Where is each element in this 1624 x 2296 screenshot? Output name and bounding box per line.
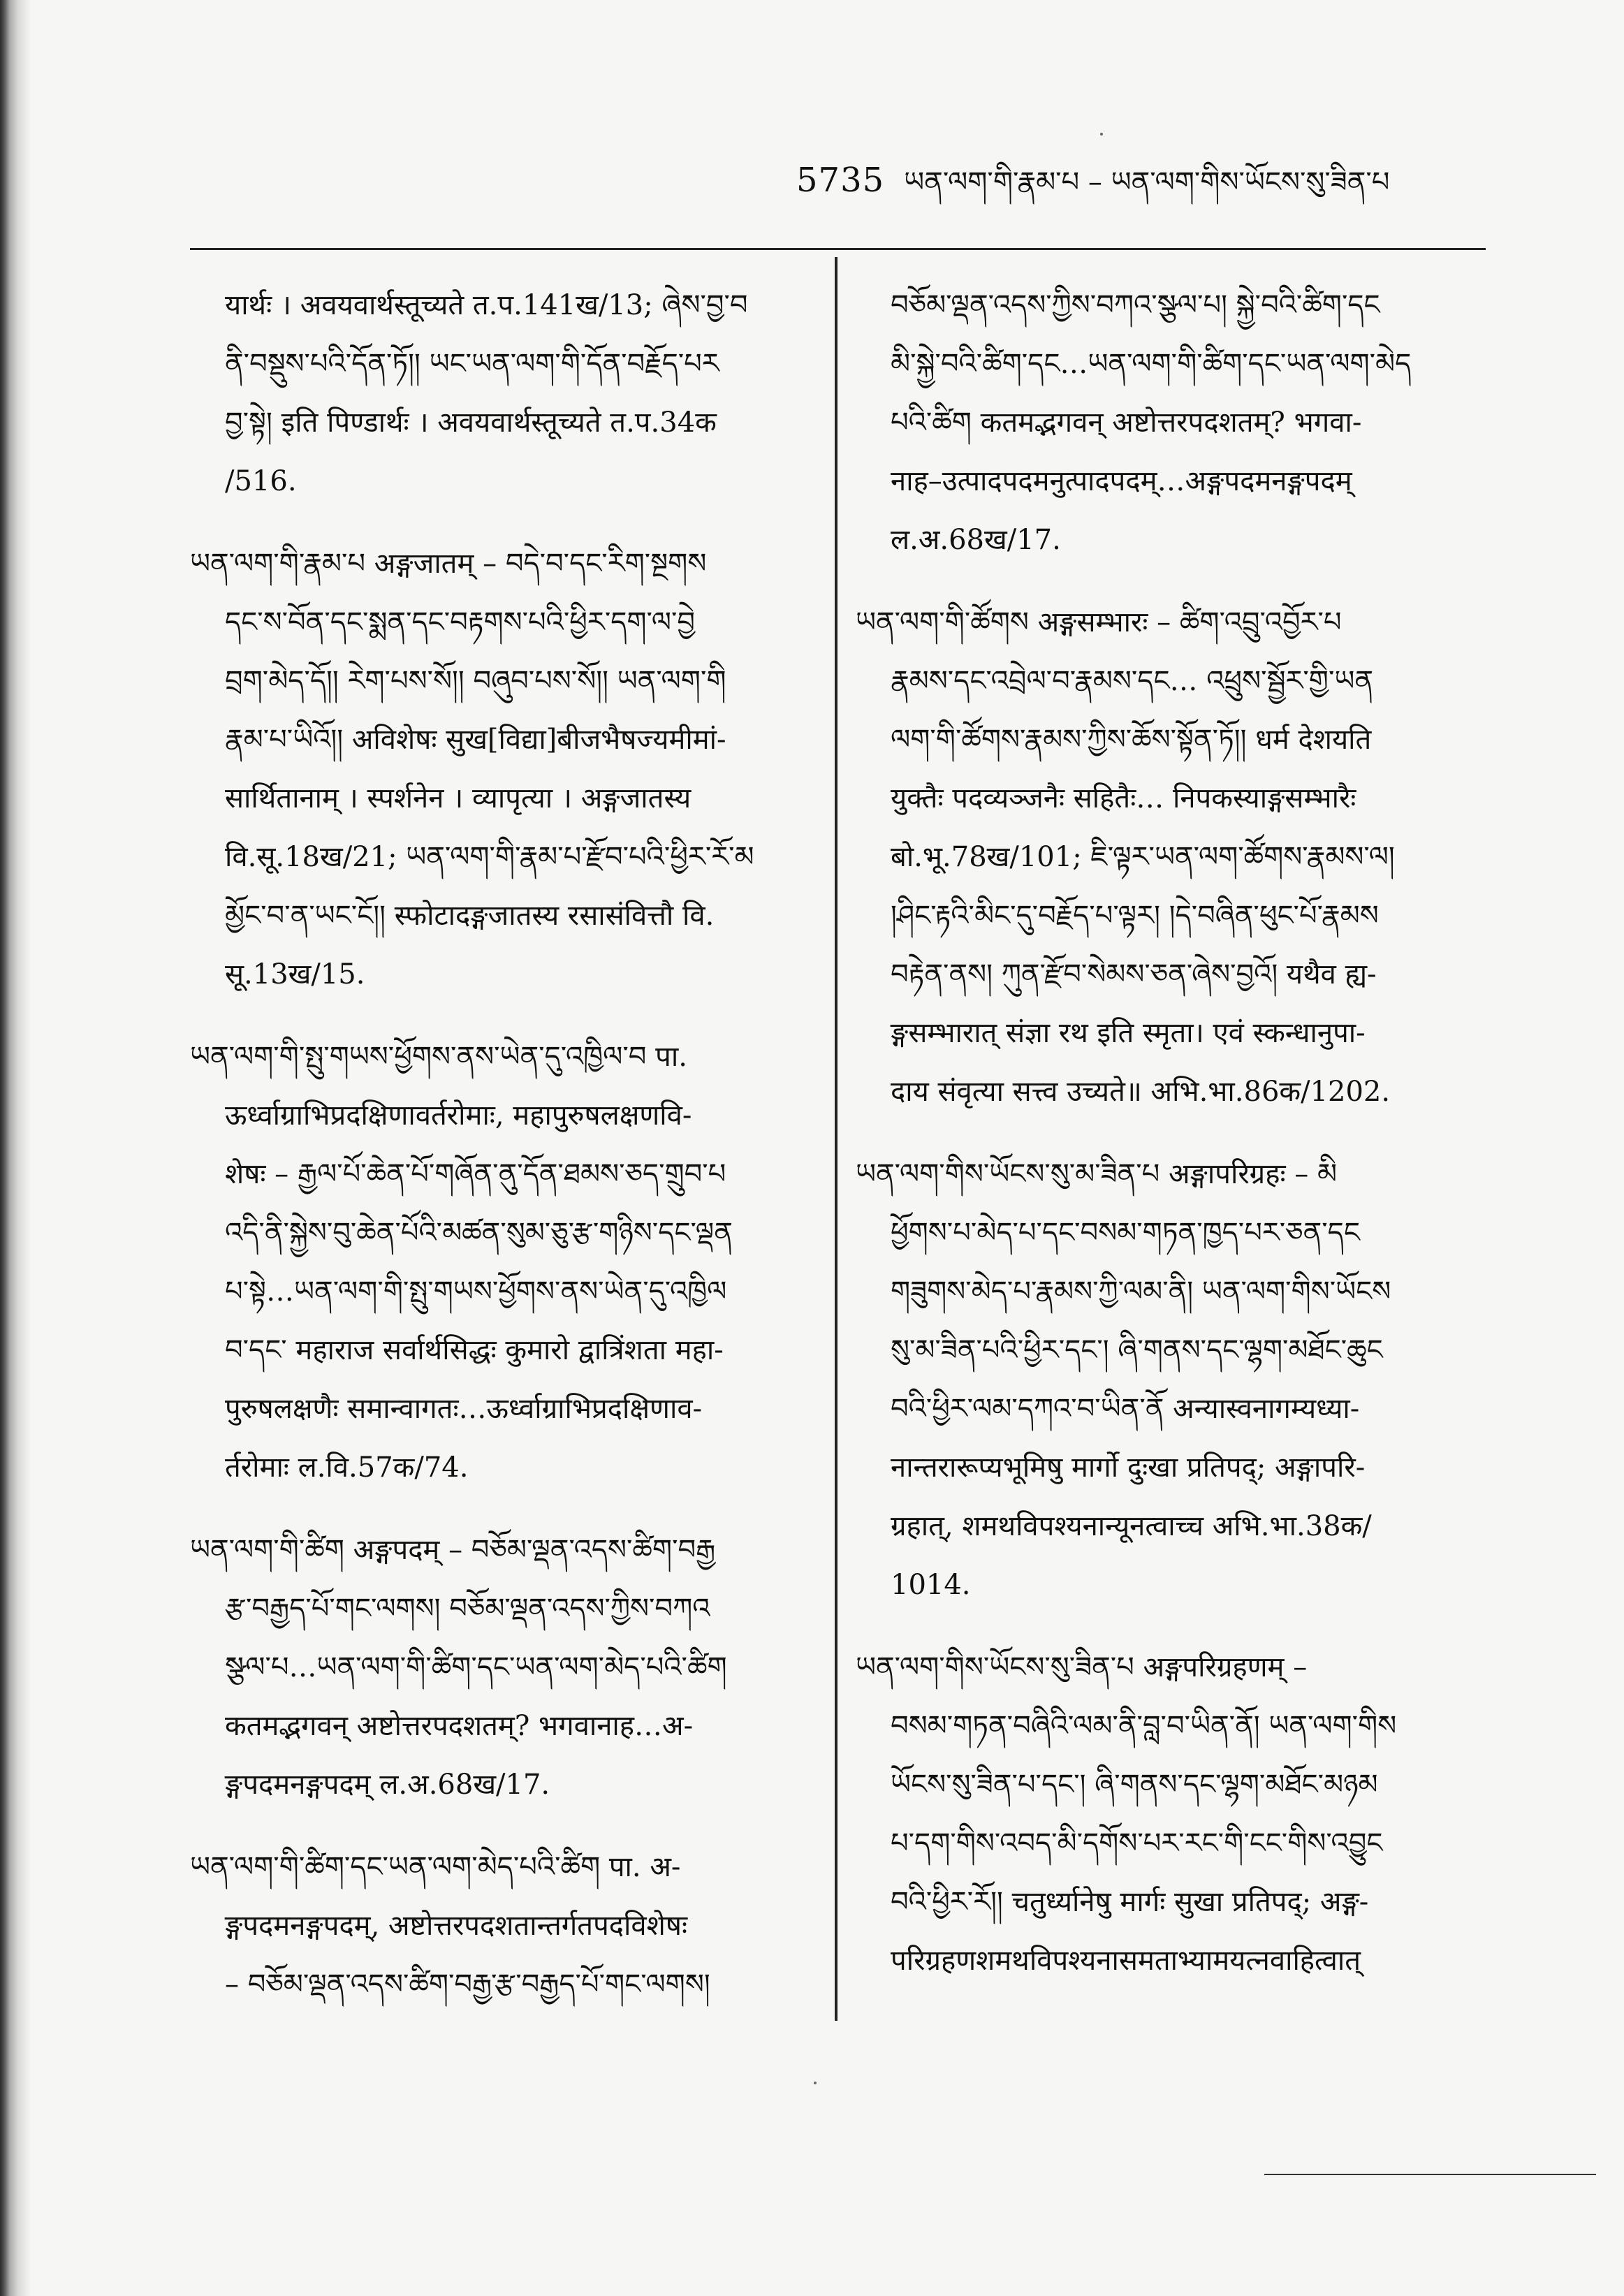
entry-line: शेषः – རྒྱལ་པོ་ཆེན་པོ་གཞོན་ནུ་དོན་ཐམས་ཅད་གྲུབ་པ [225,1158,726,1190]
entry-headline: ཡན་ལག་གི་རྣམ་པ अङ्गजातम् – བདེ་བ་དང་རིག་སྔགས [190,548,707,580]
entry-line: གཟུགས་མེད་པ་རྣམས་ཀྱི་ལམ་ནི། ཡན་ལག་གིས་ཡོངས [891,1275,1391,1308]
entry-line: युक्तैः पदव्यञ्जनैः सहितैः… निपकस्याङ्गसम्भारैः [891,782,1356,814]
entry-line: རྩ་བརྒྱད་པོ་གང་ལགས། བཅོམ་ལྡན་འདས་ཀྱིས་བཀའ [225,1593,710,1625]
entry-line: कतमद्भगवन् अष्टोत्तरपदशतम्? भगवानाह…अ- [225,1710,694,1742]
entry-headline: ཡན་ལག་གི་ཚོགས अङ्गसम्भारः – ཚིག་འབྲུ་འབྱོར་པ [856,606,1342,638]
entry-line: བའི་ཕྱིར་རོ།། चतुर्ध्यानेषु मार्गः सुखा प्रतिपद्; अङ्ग- [891,1886,1369,1918]
entry-line: ङ्गपदमनङ्गपदम्, अष्टोत्तरपदशतान्तर्गतपदविशेषः [225,1910,688,1942]
entry-line: ཡོངས་སུ་ཟིན་པ་དང་། ཞི་གནས་དང་ལྷག་མཐོང་མཉམ [891,1769,1378,1801]
scan-edge [0,0,31,2296]
dictionary-entry [856,593,1488,1121]
page-number: 5735 [796,161,885,200]
header-rule [190,248,1486,250]
entry-line: वि.सू.18ख/21; ཡན་ལག་གི་རྣམ་པ་རྫོབ་པའི་ཕྱིར་རོ་མ [225,841,754,873]
entry-line: ऊर्ध्वाग्राभिप्रदक्षिणावर्तरोमाः, महापुरुषलक्षणवि- [225,1099,692,1132]
entry-line: མྱོང་བ་ན་ཡང་ངོ།། स्फोटादङ्गजातस्य रसासंवित्तौ वि. [225,900,715,932]
entry-headline: ཡན་ལག་གིས་ཡོངས་སུ་ཟིན་པ अङ्गपरिग्रहणम् – [856,1651,1308,1683]
entry-line: ग्रहात्, शमथविपश्यनान्यूनत्वाच्च अभि.भा.38क/ [891,1510,1372,1542]
entry-line: ङ्गसम्भारात् संज्ञा रथ इति स्मृता। एवं स्कन्धानुपा- [891,1017,1366,1049]
entry-line: འདི་ནི་སྐྱེས་བུ་ཆེན་པོའི་མཚན་སུམ་ཅུ་རྩ་གཉིས་དང་ལྡན [225,1217,733,1249]
entry-line: བའི་ཕྱིར་ལམ་དཀའ་བ་ཡིན་ནོ अन्यास्वनागम्यध्या- [891,1393,1360,1425]
entry-line: र्तरोमाः ल.वि.57क/74. [225,1452,469,1484]
entry-line: बो.भू.78ख/101; ཇི་ལྟར་ཡན་ལག་ཚོགས་རྣམས་ལ། [891,841,1395,873]
entry-line: སུ་མ་ཟིན་པའི་ཕྱིར་དང་། ཞི་གནས་དང་ལྷག་མཐོང་ཆུང [891,1334,1383,1366]
entry-line: सू.13ख/15. [225,958,365,990]
dictionary-entry [190,1028,819,1497]
speck [1100,133,1103,136]
entry-headline: ཡན་ལག་གི་ཚིག་དང་ཡན་ལག་མེད་པའི་ཚིག पा. अ- [190,1851,681,1883]
entry-line: པ་དག་གིས་འབད་མི་དགོས་པར་རང་གི་ངང་གིས་འབྱུང [891,1827,1383,1859]
entry-line: པའི་ཚིག कतमद्भगवन् अष्टोत्तरपदशतम्? भगवा- [891,407,1362,439]
entry-line: བརྟེན་ནས། ཀུན་རྫོབ་སེམས་ཅན་ཞེས་བྱའོ། यथैव ह्य- [891,958,1377,990]
dictionary-entry [190,1838,819,2014]
entry-line: ནི་བསྡུས་པའི་དོན་ཏོ།། ཡང་ཡན་ལག་གི་དོན་བརྗོད་པར [225,348,719,380]
entry-line: མི་སྐྱེ་བའི་ཚིག་དང…ཡན་ལག་གི་ཚིག་དང་ཡན་ལག་མེད [891,348,1412,380]
dictionary-entry [190,534,819,1004]
entry-line: पुरुषलक्षणैः समान्वागतः…ऊर्ध्वाग्राभिप्रदक्षिणाव- [225,1393,703,1425]
column-divider [835,257,837,2021]
entry-headline: ཡན་ལག་གིས་ཡོངས་སུ་མ་ཟིན་པ अङ्गापरिग्रहः – མི [856,1158,1338,1190]
entry-line: /516. [225,465,297,497]
right-column [856,276,1488,2014]
dictionary-entry [856,276,1488,569]
entry-line: བྲག་མེད་དོ།། རེག་པས་སོ།། བཞུབ་པས་སོ།། ཡན་ལག་གི [225,665,726,697]
running-head: ཡན་ལག་གི་རྣམ་པ – ཡན་ལག་གིས་ཡོངས་སུ་ཟིན་པ [904,166,1390,198]
dictionary-entry [190,276,819,511]
entry-line: 1014. [891,1569,971,1601]
entry-line: རྣམ་པ་ཡིའོ།། अविशेषः सुख[विद्या]बीजभैषज्यमीमां- [225,724,726,756]
speck [814,2082,817,2084]
entry-headline: ཡན་ལག་གི་སྤུ་གཡས་ཕྱོགས་ནས་ཡེན་དུ་འཁྱིལ་བ पा. [190,1041,687,1073]
left-column [190,276,819,2038]
entry-headline: यार्थः । अवयवार्थस्तूच्यते त.प.141ख/13; ཞེས་བྱ་བ [225,289,748,321]
entry-line: ལག་གི་ཚོགས་རྣམས་ཀྱིས་ཆོས་སྟོན་ཏོ།། धर्म देशयति [891,724,1372,756]
entry-line: सार्थितानाम् । स्पर्शनेन । व्यापृत्या । अङ्गजातस्य [225,782,692,814]
entry-line: བསམ་གཏན་བཞིའི་ལམ་ནི་བླ་བ་ཡིན་ནོ། ཡན་ལག་གིས [891,1710,1397,1742]
entry-line: नान्तरारूप्यभूमिषु मार्गो दुःखा प्रतिपद्; अङ्गापरि- [891,1452,1366,1484]
entry-line: བ་དང་ महाराज सर्वार्थसिद्धः कुमारो द्वात्रिंशता महा- [225,1334,724,1366]
entry-line: – བཅོམ་ལྡན་འདས་ཚིག་བརྒྱ་རྩ་བརྒྱད་པོ་གང་ལགས། [225,1968,710,2001]
entry-line: ल.अ.68ख/17. [891,524,1061,556]
entry-line: ङ्गपदमनङ्गपदम् ल.अ.68ख/17. [225,1769,550,1801]
entry-line: སྩལ་པ…ཡན་ལག་གི་ཚིག་དང་ཡན་ལག་མེད་པའི་ཚིག [225,1651,727,1683]
entry-headline: བཅོམ་ལྡན་འདས་ཀྱིས་བཀའ་སྩལ་པ། སྐྱེ་བའི་ཚིག་དང [891,289,1380,321]
entry-line: དང་ས་བོན་དང་སྨན་དང་བརྟགས་པའི་ཕྱིར་དག་ལ་བྱེ [225,606,696,638]
entry-line: दाय संवृत्या सत्त्व उच्यते॥ अभि.भा.86क/1202. [891,1076,1391,1108]
dictionary-entry [856,1638,1488,1990]
dictionary-entry [190,1521,819,1814]
dictionary-entry [856,1145,1488,1614]
entry-line: རྣམས་དང་འབྲེལ་བ་རྣམས་དང… འཕྲུས་སྦྱོར་གྱི་ཡན [891,665,1374,697]
entry-line: नाह–उत्पादपदमनुत्पादपदम्…अङ्गपदमनङ्गपदम् [891,465,1352,497]
entry-headline: ཡན་ལག་གི་ཚིག अङ्गपदम् – བཅོམ་ལྡན་འདས་ཚིག་བརྒྱ [190,1534,716,1566]
entry-line: པ་སྟེ…ཡན་ལག་གི་སྤུ་གཡས་ཕྱོགས་ནས་ཡེན་དུ་འཁྱིལ [225,1275,727,1308]
entry-line: །ཤིང་རྟའི་མིང་དུ་བརྗོད་པ་ལྟར། །དེ་བཞིན་ཕུང་པོ་རྣམས [891,900,1379,932]
footer-rule [1264,2174,1596,2175]
entry-line: བྱ་སྟེ། इति पिण्डार्थः । अवयवार्थस्तूच्यते त.प.34क [225,407,717,439]
entry-line: परिग्रहणशमथविपश्यनासमताभ्यामयत्नवाहित्वात् [891,1945,1361,1977]
page-header [796,150,1502,199]
entry-line: ཕྱོགས་པ་མེད་པ་དང་བསམ་གཏན་ཁྱད་པར་ཅན་དང [891,1217,1360,1249]
